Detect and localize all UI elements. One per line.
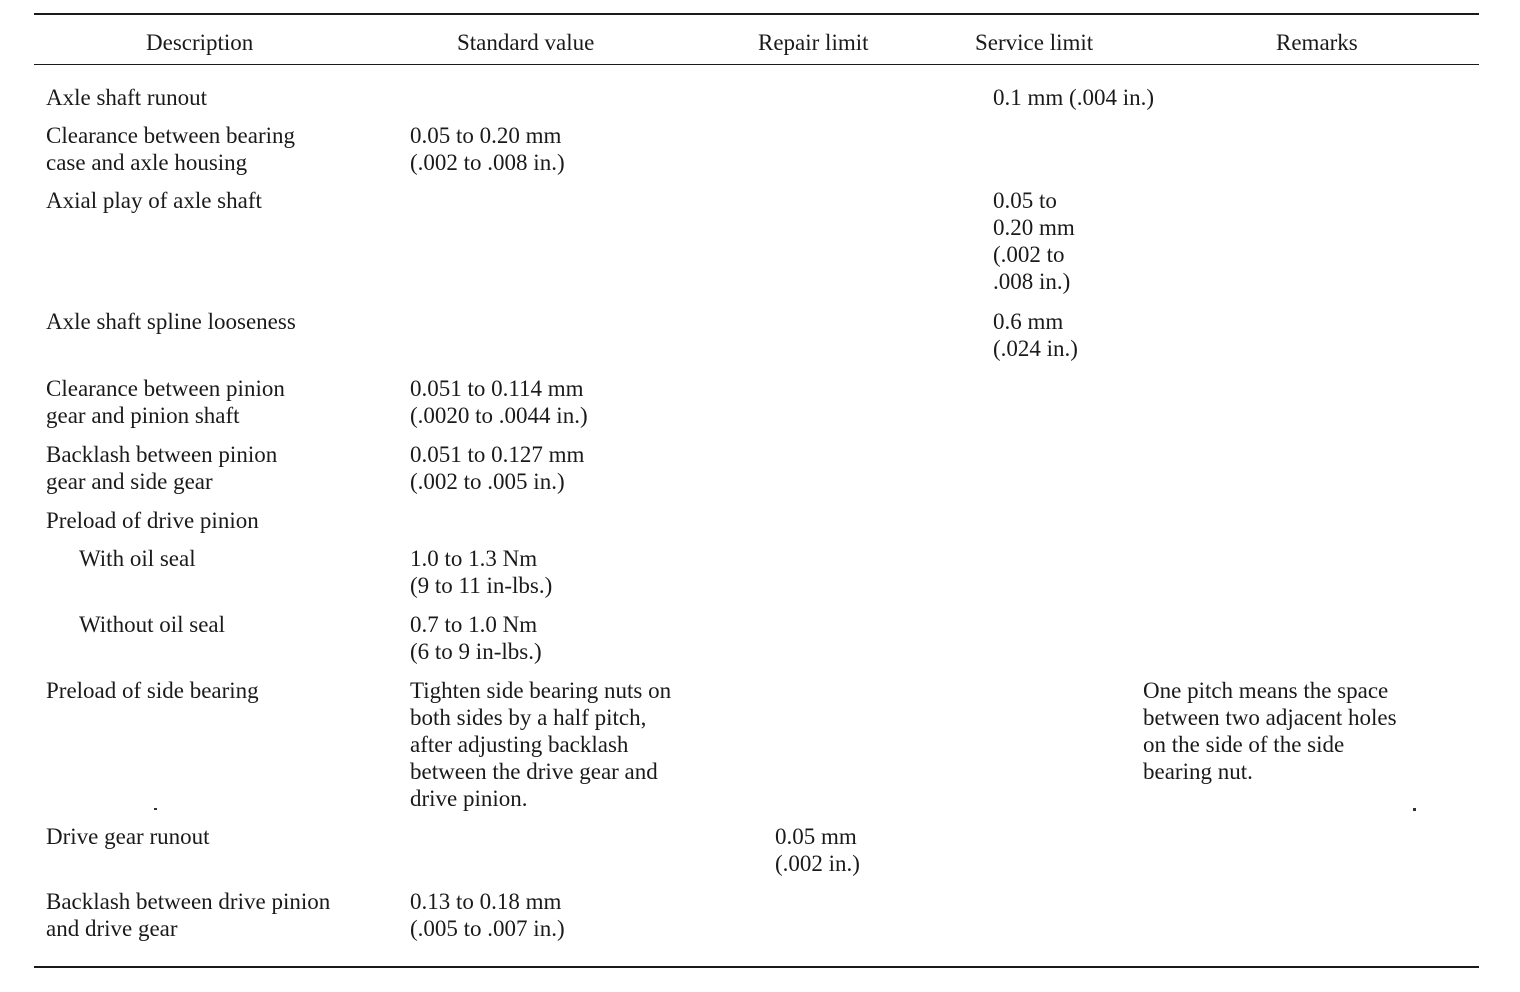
cell-description: Preload of drive pinion bbox=[46, 508, 259, 533]
cell-description: Clearance between bearing case and axle housing bbox=[46, 123, 296, 175]
cell-service-limit: 0.1 mm (.004 in.) bbox=[993, 85, 1154, 110]
cell-service-limit: 0.05 to 0.20 mm (.002 to .008 in.) bbox=[993, 188, 1075, 294]
cell-description: Axle shaft runout bbox=[46, 85, 207, 110]
header-standard-value: Standard value bbox=[457, 30, 595, 55]
cell-standard-value: Tighten side bearing nuts on both sides by a half pitch, after adjusting backlash between the drive gear and drive pinion. bbox=[410, 678, 672, 811]
header-remarks: Remarks bbox=[1276, 30, 1358, 55]
table-top-rule bbox=[34, 13, 1479, 15]
cell-standard-value: 0.7 to 1.0 Nm (6 to 9 in-lbs.) bbox=[410, 612, 542, 664]
cell-description: Drive gear runout bbox=[46, 824, 210, 849]
header-service-limit: Service limit bbox=[975, 30, 1094, 55]
cell-description: Without oil seal bbox=[79, 612, 225, 637]
cell-description: Backlash between drive pinion and drive gear bbox=[46, 889, 331, 941]
header-rule bbox=[34, 64, 1479, 65]
cell-standard-value: 0.13 to 0.18 mm (.005 to .007 in.) bbox=[410, 889, 565, 941]
cell-repair-limit: 0.05 mm (.002 in.) bbox=[775, 824, 860, 876]
cell-standard-value: 0.051 to 0.127 mm (.002 to .005 in.) bbox=[410, 442, 585, 494]
table-bottom-rule bbox=[34, 966, 1479, 968]
cell-description: With oil seal bbox=[79, 546, 196, 571]
cell-remarks: One pitch means the space between two adjacent holes on the side of the side bearing nut. bbox=[1143, 678, 1397, 784]
cell-description: Preload of side bearing bbox=[46, 678, 259, 703]
cell-description: Backlash between pinion gear and side gear bbox=[46, 442, 278, 494]
cell-description: Clearance between pinion gear and pinion shaft bbox=[46, 376, 285, 428]
cell-description: Axial play of axle shaft bbox=[46, 188, 262, 213]
header-description: Description bbox=[146, 30, 254, 55]
header-repair-limit: Repair limit bbox=[758, 30, 869, 55]
cell-standard-value: 0.05 to 0.20 mm (.002 to .008 in.) bbox=[410, 123, 565, 175]
cell-service-limit: 0.6 mm (.024 in.) bbox=[993, 309, 1078, 361]
scan-speck bbox=[154, 808, 157, 810]
cell-standard-value: 1.0 to 1.3 Nm (9 to 11 in-lbs.) bbox=[410, 546, 553, 598]
cell-standard-value: 0.051 to 0.114 mm (.0020 to .0044 in.) bbox=[410, 376, 588, 428]
cell-description: Axle shaft spline looseness bbox=[46, 309, 296, 334]
scan-speck bbox=[1413, 808, 1416, 811]
